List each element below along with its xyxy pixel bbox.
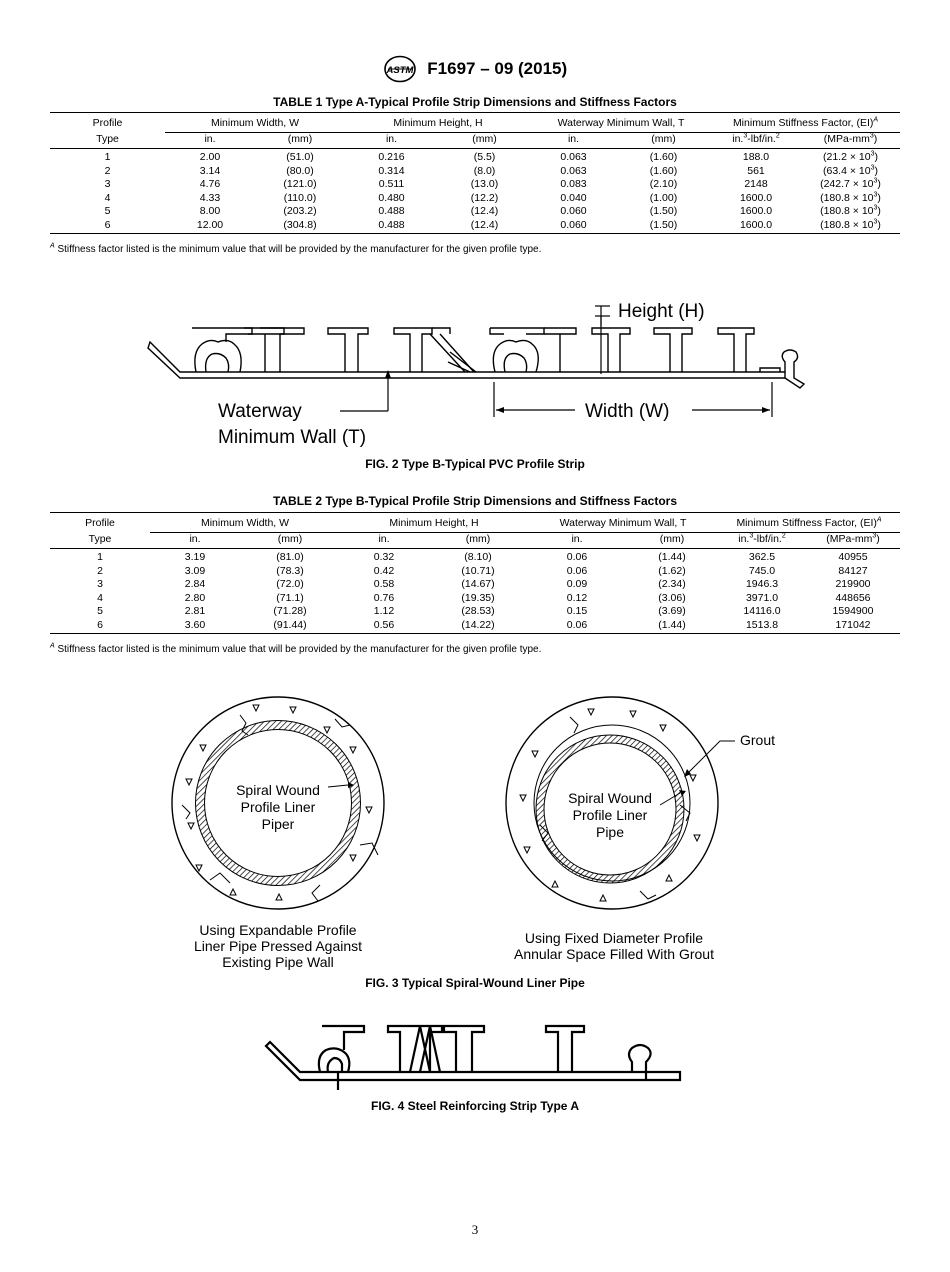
table2-cell: 0.09 xyxy=(566,578,588,591)
fig3-right-label-2: Profile Liner xyxy=(572,807,648,823)
table1-cell: 6 xyxy=(50,219,165,233)
table2-cell: 0.58 xyxy=(373,578,395,591)
table2-cell: 0.56 xyxy=(340,619,428,633)
table2-cell: (71.1) xyxy=(276,591,304,604)
table1-cell: 0.216 xyxy=(378,151,405,163)
table2-title: TABLE 2 Type B-Typical Profile Strip Dimensions and Stiffness Factors xyxy=(272,494,678,508)
fig3-left-label-3: Piper xyxy=(261,816,295,832)
table1-cell: (304.8) xyxy=(255,219,345,233)
table1-cell: $(21.2 \times 10^3)$ xyxy=(823,150,878,163)
table2-row xyxy=(50,549,900,565)
table2-cell: (3.06) xyxy=(658,591,686,604)
table1-cell: $(242.7 \times 10^3)$ xyxy=(820,177,881,191)
table1-unit-ei-mm: $(MPa-mm^3)$ xyxy=(801,133,900,149)
fig3-left-caption-1: Using Expandable Profile xyxy=(199,922,357,938)
table1-stiffness-header: Minimum Stiffness Factor, (EI)$^A$ xyxy=(711,113,900,133)
table2-unit-mm: (mm) xyxy=(428,533,528,549)
table2-cell: (3.69) xyxy=(658,605,686,618)
astm-logo-text: ASTM xyxy=(386,65,414,76)
fig3-grout-label: Grout xyxy=(740,732,776,748)
table2-cell: (10.71) xyxy=(461,564,495,577)
table2-cell: 2.81 xyxy=(184,605,206,618)
table1-cell: 8.00 xyxy=(199,205,221,218)
table1-cell: 1600.0 xyxy=(711,219,801,233)
table1-cell: 12.00 xyxy=(165,219,255,233)
table2-cell: (78.3) xyxy=(276,564,304,577)
fig2-height-label: Height (H) xyxy=(618,301,705,322)
table1-height-header: Minimum Height, H xyxy=(345,113,531,133)
astm-logo xyxy=(383,55,417,83)
table1-cell: 2 xyxy=(104,164,111,177)
table1-cell: 0.060 xyxy=(531,219,616,233)
table1-cell: (1.00) xyxy=(649,191,678,204)
table1-width-header: Minimum Width, W xyxy=(165,113,345,133)
table1-cell: (12.2) xyxy=(470,191,499,204)
table2-cell: 3.19 xyxy=(184,551,206,563)
table1-row xyxy=(50,178,900,192)
table1-title: TABLE 1 Type A-Typical Profile Strip Dimensions and Stiffness Factors xyxy=(273,95,677,109)
table2-cell: 0.15 xyxy=(566,605,588,618)
table1-wall-header: Waterway Minimum Wall, T xyxy=(531,113,711,133)
table1-cell: 3 xyxy=(104,178,111,191)
table2-unit-ei-in: in.$^3$-lbf/in.$^2$ xyxy=(718,533,806,549)
table1-row xyxy=(50,149,900,165)
table1-cell: 4 xyxy=(104,191,111,204)
table2-wall-header: Waterway Minimum Wall, T xyxy=(528,513,718,533)
table1-unit-mm: (mm) xyxy=(255,133,345,149)
table2-unit-in: in. xyxy=(150,533,240,549)
fig2-min-wall-label: Minimum Wall (T) xyxy=(218,427,367,448)
table2-cell: 1 xyxy=(97,551,103,563)
document-header xyxy=(0,55,950,83)
table2-cell: 3.09 xyxy=(184,564,206,577)
table2-cell: 219900 xyxy=(835,578,871,591)
table2-unit-mm: (mm) xyxy=(240,533,340,549)
table2-cell: 2.84 xyxy=(184,578,206,591)
table1-cell: 4.33 xyxy=(199,191,221,204)
table1-unit-in: in. xyxy=(531,133,616,149)
table1-cell: 0.314 xyxy=(378,164,405,177)
table1-cell: 1600.0 xyxy=(739,191,773,204)
table1 xyxy=(50,112,900,234)
table2-type-header: Type xyxy=(50,533,150,549)
table2-cell: 362.5 xyxy=(748,551,776,563)
table1-row xyxy=(50,205,900,219)
table2-cell: (14.67) xyxy=(461,578,495,591)
table1-cell: (12.4) xyxy=(470,205,499,218)
table2-cell: (28.53) xyxy=(461,605,495,618)
table1-type-header: Type xyxy=(50,133,165,149)
fig2-caption: FIG. 2 Type B-Typical PVC Profile Strip xyxy=(365,457,585,471)
table2-cell: (1.62) xyxy=(658,564,686,577)
table2 xyxy=(50,512,900,634)
table1-cell: 1600.0 xyxy=(739,205,773,218)
fig3-right-caption-1: Using Fixed Diameter Profile xyxy=(524,930,704,946)
table2-cell: 4 xyxy=(97,591,103,604)
standard-designation: F1697 – 09 (2015) xyxy=(427,59,568,78)
table1-cell: 3.14 xyxy=(199,164,221,177)
table2-row xyxy=(50,565,900,579)
table1-cell: (12.4) xyxy=(438,219,531,233)
fig3-right-label-1: Spiral Wound xyxy=(568,790,652,806)
table2-cell: (91.44) xyxy=(240,619,340,633)
table1-cell: $(180.8 \times 10^3)$ xyxy=(820,204,881,218)
table1-row xyxy=(50,219,900,233)
table1-cell: 0.480 xyxy=(378,191,405,204)
table1-cell: 0.511 xyxy=(378,178,405,191)
fig3-right-pipe xyxy=(506,697,775,962)
table1-cell: (121.0) xyxy=(283,178,317,191)
table1-profile-header: Profile xyxy=(50,113,165,133)
table2-cell: 1946.3 xyxy=(745,578,779,591)
table1-cell: $(63.4 \times 10^3)$ xyxy=(823,164,878,177)
table2-cell: 1513.8 xyxy=(718,619,806,633)
table2-row xyxy=(50,578,900,592)
fig3-right-label-3: Pipe xyxy=(595,824,625,840)
table2-cell: 40955 xyxy=(838,551,868,563)
table1-cell: (203.2) xyxy=(283,205,317,218)
table2-cell: 1.12 xyxy=(373,605,395,618)
fig2-profile-strip-drawing xyxy=(140,292,820,452)
table1-cell: 561 xyxy=(747,164,765,177)
table2-unit-in: in. xyxy=(528,533,626,549)
table1-unit-in: in. xyxy=(345,133,438,149)
table1-cell: (1.60) xyxy=(649,151,678,163)
table2-cell: 0.12 xyxy=(566,591,588,604)
table2-unit-ei-mm: $(MPa-mm^3)$ xyxy=(806,533,900,549)
fig3-caption: FIG. 3 Typical Spiral-Wound Liner Pipe xyxy=(365,976,585,990)
table2-cell: (19.35) xyxy=(461,591,495,604)
table2-cell: 745.0 xyxy=(748,564,776,577)
table1-cell: (110.0) xyxy=(283,191,317,204)
table2-cell: 171042 xyxy=(806,619,900,633)
table1-row xyxy=(50,192,900,206)
table1-cell: (1.50) xyxy=(649,205,678,218)
table2-height-header: Minimum Height, H xyxy=(340,513,528,533)
table2-cell: 0.06 xyxy=(566,564,588,577)
table2-cell: 1594900 xyxy=(832,605,874,618)
table2-footnote: $^A$ Stiffness factor listed is the minimum value that will be provided by the manufacturer for the given profile type. xyxy=(50,642,542,655)
table1-unit-mm: (mm) xyxy=(616,133,711,149)
table1-cell: 0.040 xyxy=(560,191,587,204)
table1-footnote: $^A$ Stiffness factor listed is the minimum value that will be provided by the manufacturer for the given profile type. xyxy=(50,242,542,255)
fig3-left-caption-3: Existing Pipe Wall xyxy=(222,954,334,970)
table1-cell: (8.0) xyxy=(473,164,496,177)
fig3-left-label-1: Spiral Wound xyxy=(236,782,320,798)
table2-cell: 3971.0 xyxy=(745,591,779,604)
table1-row xyxy=(50,165,900,179)
table2-cell: (1.44) xyxy=(658,551,686,563)
table2-cell: 14116.0 xyxy=(743,605,781,618)
table2-cell: 6 xyxy=(50,619,150,633)
table1-cell: 0.488 xyxy=(345,219,438,233)
table2-cell: (8.10) xyxy=(464,551,492,563)
table1-cell: 2.00 xyxy=(199,151,221,163)
table1-cell: (2.10) xyxy=(649,178,678,191)
table1-unit-mm: (mm) xyxy=(438,133,531,149)
table1-cell: 188.0 xyxy=(742,151,770,163)
table2-cell: 3 xyxy=(97,578,103,591)
fig3-liner-pipe-drawing xyxy=(160,695,800,970)
fig3-left-pipe xyxy=(172,697,384,970)
table1-cell: 0.083 xyxy=(560,178,587,191)
table2-cell: 84127 xyxy=(838,564,868,577)
fig4-caption: FIG. 4 Steel Reinforcing Strip Type A xyxy=(370,1099,580,1113)
fig3-left-caption-2: Liner Pipe Pressed Against xyxy=(193,938,363,954)
table2-cell: (72.0) xyxy=(276,578,304,591)
table1-cell: $(180.8 \times 10^3)$ xyxy=(801,219,900,233)
table1-cell: (13.0) xyxy=(470,178,499,191)
table1-cell: 0.063 xyxy=(560,164,587,177)
table1-cell: 0.488 xyxy=(378,205,405,218)
table1-unit-in: in. xyxy=(165,133,255,149)
fig4-steel-strip-drawing xyxy=(260,1012,700,1092)
page-number: 3 xyxy=(471,1222,479,1237)
table2-cell: (81.0) xyxy=(276,551,304,563)
table1-cell: 5 xyxy=(104,205,111,218)
table1-cell: 0.060 xyxy=(560,205,587,218)
table2-cell: 0.42 xyxy=(373,564,395,577)
table2-cell: 448656 xyxy=(835,591,871,604)
table1-cell: 1 xyxy=(104,151,111,163)
table1-cell: 0.063 xyxy=(560,151,587,163)
table1-cell: 4.76 xyxy=(199,178,221,191)
table2-cell: 5 xyxy=(97,605,103,618)
table2-unit-in: in. xyxy=(340,533,428,549)
fig2-width-label: Width (W) xyxy=(585,401,670,422)
table2-cell: 0.06 xyxy=(566,551,588,563)
table1-cell: (1.50) xyxy=(616,219,711,233)
table2-row xyxy=(50,592,900,606)
table1-cell: (80.0) xyxy=(286,164,314,177)
table1-cell: (1.60) xyxy=(649,164,678,177)
table2-width-header: Minimum Width, W xyxy=(150,513,340,533)
table2-stiffness-header: Minimum Stiffness Factor, (EI)$^A$ xyxy=(718,513,900,533)
table2-cell: (14.22) xyxy=(428,619,528,633)
table2-cell: 3.60 xyxy=(150,619,240,633)
fig3-right-caption-2: Annular Space Filled With Grout xyxy=(514,946,714,962)
table1-cell: (5.5) xyxy=(473,151,496,163)
table1-cell: 2148 xyxy=(744,178,768,191)
table1-cell: $(180.8 \times 10^3)$ xyxy=(820,191,881,204)
table2-cell: (71.28) xyxy=(273,605,307,618)
table2-cell: 2 xyxy=(97,564,103,577)
table2-cell: 0.76 xyxy=(373,591,395,604)
table2-cell: (2.34) xyxy=(658,578,686,591)
table2-cell: 2.80 xyxy=(184,591,206,604)
table2-cell: 0.32 xyxy=(373,551,395,563)
table1-unit-ei-in: in.$^3$-lbf/in.$^2$ xyxy=(711,133,801,149)
table2-profile-header: Profile xyxy=(50,513,150,533)
table2-cell: (1.44) xyxy=(626,619,718,633)
table2-unit-mm: (mm) xyxy=(626,533,718,549)
table1-cell: (51.0) xyxy=(286,151,314,163)
table2-row xyxy=(50,619,900,633)
fig3-left-label-2: Profile Liner xyxy=(240,799,316,815)
fig2-waterway-label: Waterway xyxy=(218,401,302,422)
table2-row xyxy=(50,605,900,619)
table2-cell: 0.06 xyxy=(528,619,626,633)
